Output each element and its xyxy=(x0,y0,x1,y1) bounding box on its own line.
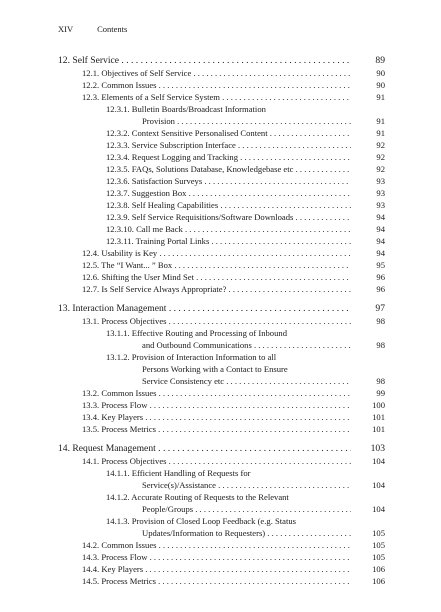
toc-entry-title: 12.3.5. FAQs, Solutions Database, Knowledgebase etc . . . xyxy=(106,163,351,175)
toc-entry-page: 105 xyxy=(372,552,385,562)
toc-entry-title: 14.4. Key Players . . . xyxy=(82,563,351,575)
toc-entry[interactable] xyxy=(0,175,441,187)
toc-entry-title: 12.3.10. Call me Back . . . xyxy=(106,223,351,235)
toc-entry[interactable] xyxy=(0,235,441,247)
toc-entry[interactable] xyxy=(0,271,441,283)
toc-entry-title: 14.5. Process Metrics . . . xyxy=(82,575,351,587)
toc-entry[interactable] xyxy=(0,527,441,539)
toc-chapter-entry[interactable] xyxy=(0,55,441,67)
toc-entry-title: 13.1.2. Provision of Interaction Information to all xyxy=(106,352,277,362)
toc-entry-title: 12.3. Elements of a Self Service System . . . xyxy=(82,91,351,103)
toc-entry-page: 94 xyxy=(376,248,385,258)
toc-entry[interactable] xyxy=(0,363,441,375)
toc-entry-title: Service(s)/Assistance . . . xyxy=(142,479,351,491)
toc-entry-page: 94 xyxy=(376,224,385,234)
toc-entry-page: 89 xyxy=(375,55,385,66)
toc-entry[interactable] xyxy=(0,423,441,435)
toc-entry-title: 14. Request Management . . . xyxy=(58,443,351,455)
page-number: XIV xyxy=(58,24,74,34)
toc-entry-title: 14.1.3. Provision of Closed Loop Feedback (e.g. Status xyxy=(106,516,296,526)
toc-entry-title: 13.3. Process Flow . . . xyxy=(82,399,351,411)
toc-entry-page: 97 xyxy=(375,303,385,314)
toc-entry-page: 98 xyxy=(376,316,385,326)
toc-entry[interactable] xyxy=(0,467,441,479)
toc-entry-title: 12.3.3. Service Subscription Interface . . . xyxy=(106,139,351,151)
toc-entry-title: Service Consistency etc . . . xyxy=(142,375,351,387)
toc-entry-title: 13.5. Process Metrics . . . xyxy=(82,423,351,435)
toc-entry[interactable] xyxy=(0,503,441,515)
toc-entry-title: People/Groups . . . xyxy=(142,503,351,515)
toc-entry-title: 12.6. Shifting the User Mind Set . . . xyxy=(82,271,351,283)
toc-entry-page: 94 xyxy=(376,236,385,246)
toc-entry[interactable] xyxy=(0,375,441,387)
toc-entry-title: 12.5. The “I Want... ” Box . . . xyxy=(82,259,351,271)
toc-entry-title: 12.3.11. Training Portal Links . . . xyxy=(106,235,351,247)
toc-entry[interactable] xyxy=(0,199,441,211)
toc-entry-page: 98 xyxy=(376,340,385,350)
running-title: Contents xyxy=(97,24,128,34)
toc-entry-page: 104 xyxy=(372,480,385,490)
toc-entry-page: 94 xyxy=(376,212,385,222)
toc-entry-page: 96 xyxy=(376,284,385,294)
toc-entry-title: 12.3.1. Bulletin Boards/Broadcast Information xyxy=(106,104,266,114)
toc-entry[interactable] xyxy=(0,563,441,575)
toc-entry-page: 106 xyxy=(372,564,385,574)
toc-entry[interactable] xyxy=(0,151,441,163)
toc-entry-title: 14.1. Process Objectives . . . xyxy=(82,455,351,467)
toc-entry-page: 103 xyxy=(370,443,385,454)
toc-entry-page: 90 xyxy=(376,68,385,78)
toc-entry[interactable] xyxy=(0,115,441,127)
toc-entry-page: 92 xyxy=(376,164,385,174)
toc-entry-page: 93 xyxy=(376,176,385,186)
toc-entry-page: 93 xyxy=(376,188,385,198)
toc-entry[interactable] xyxy=(0,399,441,411)
toc-entry-page: 95 xyxy=(376,260,385,270)
toc-entry[interactable] xyxy=(0,91,441,103)
toc-entry-page: 98 xyxy=(376,376,385,386)
toc-chapter-entry[interactable] xyxy=(0,443,441,455)
toc-entry-page: 91 xyxy=(376,116,385,126)
toc-entry[interactable] xyxy=(0,327,441,339)
toc-entry-title: 13.1.1. Effective Routing and Processing of Inbound xyxy=(106,328,287,338)
toc-entry-title: 14.3. Process Flow . . . xyxy=(82,551,351,563)
toc-entry-page: 90 xyxy=(376,80,385,90)
toc-entry-title: 12.3.8. Self Healing Capabilities . . . xyxy=(106,199,351,211)
toc-chapter-entry[interactable] xyxy=(0,303,441,315)
toc-entry[interactable] xyxy=(0,491,441,503)
toc-entry-title: 12.2. Common Issues . . . xyxy=(82,79,351,91)
toc-entry[interactable] xyxy=(0,211,441,223)
toc-entry[interactable] xyxy=(0,539,441,551)
toc-entry[interactable] xyxy=(0,247,441,259)
toc-entry-page: 92 xyxy=(376,152,385,162)
toc-entry-title: 13.2. Common Issues . . . xyxy=(82,387,351,399)
toc-entry-title: 14.1.2. Accurate Routing of Requests to the Relevant xyxy=(106,492,289,502)
toc-entry-title: 13.4. Key Players . . . xyxy=(82,411,351,423)
toc-entry-page: 106 xyxy=(372,576,385,586)
toc-entry[interactable] xyxy=(0,315,441,327)
toc-entry[interactable] xyxy=(0,127,441,139)
toc-entry[interactable] xyxy=(0,163,441,175)
toc-entry[interactable] xyxy=(0,139,441,151)
toc-entry[interactable] xyxy=(0,387,441,399)
toc-entry-title: Updates/Information to Requesters) . . . xyxy=(142,527,351,539)
toc-entry-page: 99 xyxy=(376,388,385,398)
toc-entry-title: 12. Self Service . . . xyxy=(58,55,351,67)
toc-entry-title: 13.1. Process Objectives . . . xyxy=(82,315,351,327)
toc-entry-page: 101 xyxy=(372,412,385,422)
toc-entry-page: 100 xyxy=(372,400,385,410)
toc-entry[interactable] xyxy=(0,411,441,423)
toc-entry-page: 105 xyxy=(372,540,385,550)
toc-entry[interactable] xyxy=(0,339,441,351)
toc-entry-title: 12.3.4. Request Logging and Tracking . . . xyxy=(106,151,351,163)
toc-entry-title: Provision . . . xyxy=(142,115,351,127)
toc-entry[interactable] xyxy=(0,283,441,295)
toc-entry-page: 104 xyxy=(372,456,385,466)
toc-entry[interactable] xyxy=(0,551,441,563)
toc-entry-title: 13. Interaction Management . . . xyxy=(58,303,351,315)
toc-entry[interactable] xyxy=(0,103,441,115)
toc-entry-page: 92 xyxy=(376,140,385,150)
toc-entry[interactable] xyxy=(0,575,441,587)
toc-entry-title: Persons Working with a Contact to Ensure xyxy=(142,364,288,374)
toc-entry[interactable] xyxy=(0,67,441,79)
toc-entry-title: 12.7. Is Self Service Always Appropriate? . . . xyxy=(82,283,351,295)
toc-entry-page: 104 xyxy=(372,504,385,514)
toc-entry-page: 91 xyxy=(376,92,385,102)
toc-entry-title: 12.3.2. Context Sensitive Personalised Content . . . xyxy=(106,127,351,139)
toc-entry[interactable] xyxy=(0,187,441,199)
toc-entry-title: 12.3.6. Satisfaction Surveys . . . xyxy=(106,175,351,187)
toc-entry-page: 105 xyxy=(372,528,385,538)
toc-entry-title: 12.3.9. Self Service Requisitions/Software Downloads . . . xyxy=(106,211,351,223)
toc-entry[interactable] xyxy=(0,259,441,271)
toc-entry-page: 93 xyxy=(376,200,385,210)
toc-entry[interactable] xyxy=(0,79,441,91)
toc-entry-title: and Outbound Communications . . . xyxy=(142,339,351,351)
toc-entry-title: 14.2. Common Issues . . . xyxy=(82,539,351,551)
toc-entry[interactable] xyxy=(0,223,441,235)
toc-entry-title: 12.1. Objectives of Self Service . . . xyxy=(82,67,351,79)
toc-entry[interactable] xyxy=(0,479,441,491)
toc-entry-title: 14.1.1. Efficient Handling of Requests for xyxy=(106,468,251,478)
toc-entry[interactable] xyxy=(0,351,441,363)
toc-entry-page: 101 xyxy=(372,424,385,434)
toc-entry-title: 12.3.7. Suggestion Box . . . xyxy=(106,187,351,199)
toc-entry-page: 96 xyxy=(376,272,385,282)
toc-entry-title: 12.4. Usability is Key . . . xyxy=(82,247,351,259)
toc-entry[interactable] xyxy=(0,515,441,527)
toc-entry[interactable] xyxy=(0,455,441,467)
toc-entry-page: 91 xyxy=(376,128,385,138)
